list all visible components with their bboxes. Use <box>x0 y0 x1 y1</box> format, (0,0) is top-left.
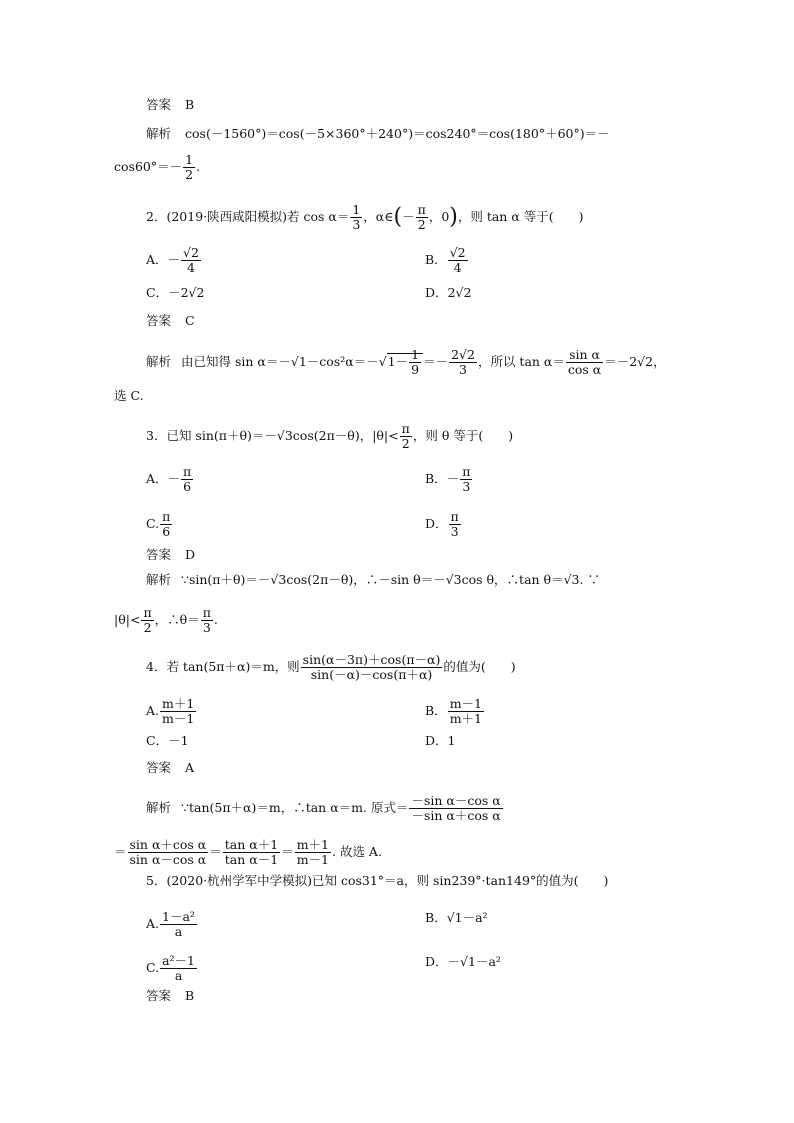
option-label: C． <box>146 733 169 748</box>
fraction-denominator: 9 <box>411 362 420 377</box>
fraction <box>400 422 412 451</box>
q2-option-d[interactable] <box>425 285 471 301</box>
fraction-numerator: －sin α－cos α <box>411 793 501 808</box>
fraction-denominator: 2 <box>417 217 426 232</box>
q1-analysis-line2 <box>114 153 200 182</box>
option-label: D． <box>425 733 448 748</box>
fraction-numerator: √2 <box>183 245 199 260</box>
q3-stem <box>146 422 513 451</box>
fraction-numerator: 1 <box>185 152 194 167</box>
q3-analysis-line1 <box>146 572 600 588</box>
fraction <box>449 510 461 539</box>
q1-analysis-line1 <box>146 126 610 142</box>
fraction-numerator: π <box>417 202 426 217</box>
option-label: B． <box>425 252 447 267</box>
fraction-numerator: π <box>162 509 171 524</box>
fraction-numerator: π <box>143 605 152 620</box>
fraction <box>409 348 421 377</box>
fraction <box>181 465 193 494</box>
q4-stem <box>146 653 516 682</box>
analysis-text: ＝－ <box>423 354 449 369</box>
analysis-text: ∵tan(5π＋α)＝m，∴tan α＝m. 原式＝ <box>181 800 409 815</box>
fraction-denominator: 6 <box>162 524 171 539</box>
fraction-numerator: √2 <box>449 245 466 260</box>
option-sign: － <box>446 471 460 486</box>
fraction <box>160 954 197 983</box>
fraction-numerator: π <box>202 605 211 620</box>
fraction <box>128 838 209 867</box>
answer-value: D <box>185 547 196 562</box>
q3-option-c[interactable] <box>146 510 173 539</box>
q2-answer-line <box>146 313 195 329</box>
option-label: C. <box>146 516 160 531</box>
analysis-text: ＝－2√2， <box>604 354 666 369</box>
question-stem: 2．(2019·陕西咸阳模拟)若 cos α＝ <box>146 209 350 224</box>
fraction-denominator: m＋1 <box>449 711 482 726</box>
q4-option-a[interactable] <box>146 697 197 726</box>
option-label: A. <box>146 916 160 931</box>
q4-analysis-line1 <box>146 794 504 823</box>
fraction-numerator: sin α <box>566 348 603 363</box>
q3-option-b[interactable] <box>425 465 473 494</box>
q5-option-b[interactable] <box>425 910 488 926</box>
option-label: D． <box>425 285 448 300</box>
q2-analysis-line2 <box>114 388 144 404</box>
q5-answer-line <box>146 988 194 1004</box>
fraction-denominator: 2 <box>401 436 410 451</box>
q3-answer-line <box>146 547 195 563</box>
analysis-label: 解析 <box>146 354 172 369</box>
question-stem: ，则 θ 等于( ) <box>412 428 514 443</box>
analysis-text: . 故选 A. <box>332 844 382 859</box>
fraction <box>160 510 172 539</box>
analysis-text-end: . <box>196 159 201 174</box>
fraction-numerator: π <box>401 421 410 436</box>
analysis-text: ＝ <box>209 844 222 859</box>
fraction-denominator: sin(－α)－cos(π＋α) <box>310 667 433 682</box>
q4-analysis-line2 <box>114 838 382 867</box>
answer-label: 答案 <box>146 547 172 562</box>
fraction <box>181 246 201 275</box>
option-sign: － <box>167 471 181 486</box>
fraction-denominator: 2 <box>143 620 152 635</box>
fraction-denominator: tan α－1 <box>224 852 279 867</box>
fraction-denominator: a <box>174 968 183 983</box>
radical-icon: √ <box>378 354 387 369</box>
analysis-text: ＝ <box>114 844 127 859</box>
radicand <box>387 347 423 377</box>
option-label: D． <box>425 516 448 531</box>
fraction-denominator: 3 <box>459 362 467 377</box>
q5-stem <box>146 873 608 889</box>
fraction <box>223 838 280 867</box>
fraction <box>301 653 443 682</box>
fraction-denominator: sin α－cos α <box>129 852 207 867</box>
fraction <box>160 910 197 939</box>
q2-option-c[interactable] <box>146 285 204 301</box>
option-text: 1 <box>447 733 456 748</box>
fraction <box>566 348 603 377</box>
fraction-denominator: m－1 <box>296 852 329 867</box>
fraction-denominator: m－1 <box>162 711 195 726</box>
fraction <box>160 697 196 726</box>
answer-value: B <box>185 97 195 112</box>
fraction-denominator: 6 <box>183 479 192 494</box>
analysis-text: 由已知得 sin α＝－√1－cos²α＝－ <box>181 354 379 369</box>
fraction-numerator: sin(α－3π)＋cos(π－α) <box>302 652 441 667</box>
q5-option-c[interactable] <box>146 954 198 983</box>
fraction-numerator: π <box>450 509 459 524</box>
option-label: C． <box>146 285 169 300</box>
q4-option-d[interactable] <box>425 733 455 749</box>
fraction-denominator: 4 <box>187 260 195 275</box>
fraction-denominator: 3 <box>450 524 459 539</box>
analysis-label: 解析 <box>146 126 172 141</box>
fraction <box>448 246 468 275</box>
answer-label: 答案 <box>146 988 172 1003</box>
q4-answer-line <box>146 760 194 776</box>
interval-text: ，0 <box>428 209 450 224</box>
option-label: D． <box>425 954 448 969</box>
q2-analysis-line1 <box>146 348 666 377</box>
fraction-numerator: m－1 <box>449 696 482 711</box>
q1-answer-line <box>146 97 194 113</box>
analysis-text: 1－ <box>387 354 409 369</box>
option-label: A． <box>146 471 168 486</box>
fraction-numerator: 1－a² <box>162 909 195 924</box>
analysis-text: ，∴θ＝ <box>154 612 200 627</box>
q3-option-a[interactable] <box>146 465 194 494</box>
analysis-label: 解析 <box>146 572 172 587</box>
fraction <box>295 838 331 867</box>
analysis-label: 解析 <box>146 800 172 815</box>
q5-option-a[interactable] <box>146 910 198 939</box>
fraction-numerator: sin α＋cos α <box>129 837 207 852</box>
fraction <box>448 697 484 726</box>
option-label: A． <box>146 252 168 267</box>
option-label: B． <box>425 471 447 486</box>
fraction-numerator: m＋1 <box>296 837 329 852</box>
fraction-denominator: cos α <box>567 362 602 377</box>
fraction <box>201 606 213 635</box>
analysis-text: 选 C. <box>114 388 144 403</box>
fraction-numerator: a²－1 <box>162 953 196 968</box>
fraction-denominator: 2 <box>185 167 194 182</box>
option-text: －1 <box>168 733 189 748</box>
option-label: B． <box>425 910 447 925</box>
option-text: 2√2 <box>447 285 472 300</box>
fraction-numerator: 2√2 <box>451 347 475 362</box>
answer-label: 答案 <box>146 760 172 775</box>
analysis-text: cos(－1560°)＝cos(－5×360°＋240°)＝cos240°＝cos(180°＋60°)＝－ <box>185 126 610 141</box>
answer-value: A <box>185 760 195 775</box>
option-label: B． <box>425 703 447 718</box>
fraction-numerator: π <box>183 464 192 479</box>
answer-value: B <box>185 988 195 1003</box>
q2-option-a[interactable] <box>146 246 202 275</box>
q2-stem <box>146 203 584 232</box>
option-text: － <box>167 252 181 267</box>
fraction-numerator: 1 <box>352 202 361 217</box>
fraction <box>141 606 153 635</box>
fraction <box>183 153 195 182</box>
option-label: C. <box>146 960 160 975</box>
fraction <box>416 203 428 232</box>
analysis-text: cos60°＝－ <box>114 159 183 174</box>
q5-option-d[interactable] <box>425 954 501 970</box>
answer-label: 答案 <box>146 313 172 328</box>
question-stem: 4．若 tan(5π＋α)＝m，则 <box>146 659 300 674</box>
option-text: －√1－a² <box>447 954 501 969</box>
option-text: √1－a² <box>446 910 488 925</box>
q4-option-c[interactable] <box>146 733 189 749</box>
question-stem: 的值为( ) <box>443 659 516 674</box>
q3-analysis-line2 <box>114 606 218 635</box>
fraction <box>350 203 362 232</box>
analysis-text: ，所以 tan α＝ <box>477 354 565 369</box>
left-paren-icon: ( <box>393 204 403 230</box>
fraction-denominator: 3 <box>462 479 471 494</box>
fraction-numerator: 1 <box>411 347 420 362</box>
interval-text: － <box>402 209 415 224</box>
fraction-denominator: 3 <box>352 217 361 232</box>
q4-option-b[interactable] <box>425 697 485 726</box>
analysis-text: ∵sin(π＋θ)＝－√3cos(2π－θ)，∴－sin θ＝－√3cos θ，∴tan θ＝√3. ∵ <box>181 572 600 587</box>
fraction-denominator: 3 <box>202 620 211 635</box>
fraction-numerator: m＋1 <box>162 696 195 711</box>
question-stem: ，则 tan α 等于( ) <box>457 209 584 224</box>
analysis-text: ＝ <box>281 844 294 859</box>
question-stem: 5．(2020·杭州学军中学模拟)已知 cos31°＝a，则 sin239°·tan149°的值为( ) <box>146 873 609 888</box>
fraction-denominator: a <box>174 924 183 939</box>
q2-option-b[interactable] <box>425 246 469 275</box>
fraction <box>409 794 502 823</box>
question-stem: 3．已知 sin(π＋θ)＝－√3cos(2π－θ)，|θ|< <box>146 428 399 443</box>
question-stem: ，α∈ <box>363 209 394 224</box>
answer-value: C <box>185 313 195 328</box>
fraction-denominator: －sin α＋cos α <box>411 808 501 823</box>
option-text: －2√2 <box>168 285 205 300</box>
fraction-numerator: π <box>462 464 471 479</box>
fraction <box>449 348 477 377</box>
analysis-text: |θ|< <box>114 612 141 627</box>
analysis-text: . <box>213 612 218 627</box>
fraction-denominator: 4 <box>453 260 462 275</box>
answer-label: 答案 <box>146 97 172 112</box>
option-label: A. <box>146 703 160 718</box>
fraction-numerator: tan α＋1 <box>224 837 279 852</box>
q3-option-d[interactable] <box>425 510 462 539</box>
right-paren-icon: ) <box>449 204 458 230</box>
fraction <box>460 465 472 494</box>
